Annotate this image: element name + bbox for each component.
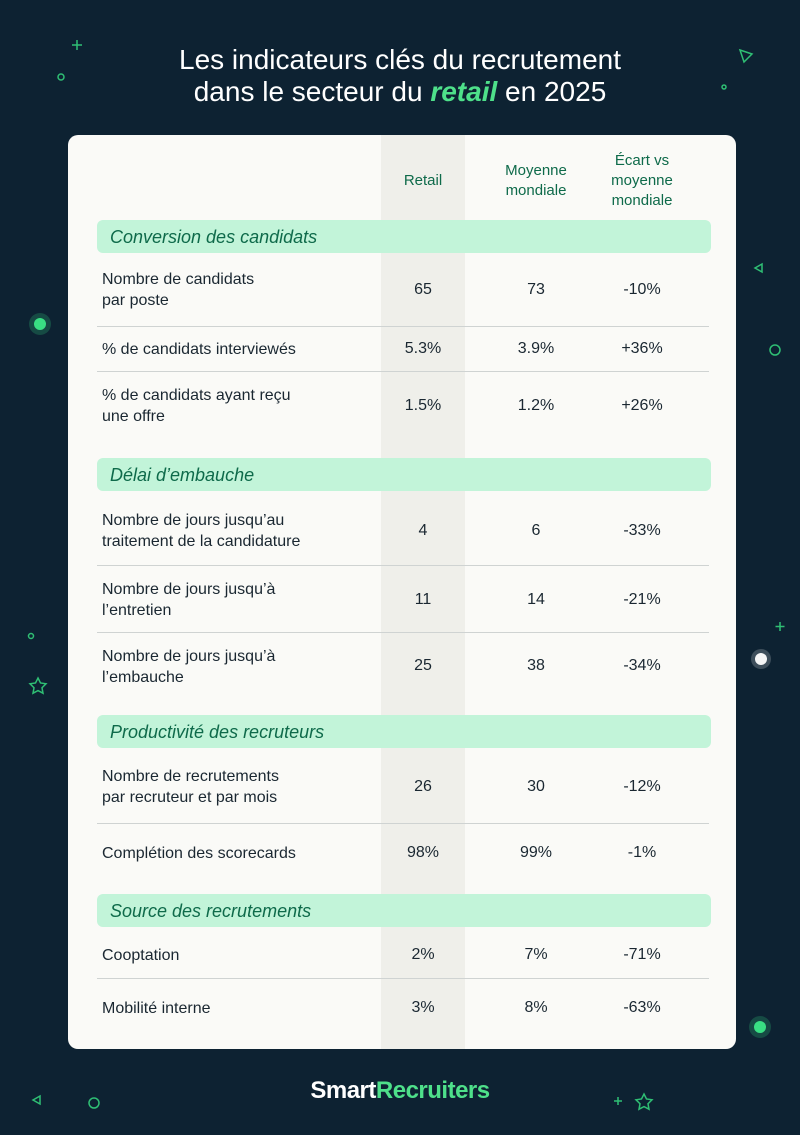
table-row bbox=[68, 327, 736, 371]
section-title: Productivité des recruteurs bbox=[110, 722, 325, 742]
title-line-2 bbox=[0, 76, 800, 108]
row-label: Cooptation bbox=[102, 947, 180, 964]
retail-value: 11 bbox=[414, 591, 432, 608]
column-header-gap-line3: mondiale bbox=[611, 192, 673, 209]
gap-value: -10% bbox=[623, 281, 661, 298]
retail-value: 1.5% bbox=[404, 397, 442, 414]
title-line-2-suffix: en 2025 bbox=[505, 76, 607, 107]
column-header-gap bbox=[596, 151, 688, 211]
global-value: 3.9% bbox=[517, 340, 555, 357]
table-row bbox=[68, 979, 736, 1037]
logo-part-1: Smart bbox=[310, 1077, 376, 1104]
title-line-2-accent: retail bbox=[430, 76, 498, 107]
gap-value: -12% bbox=[623, 778, 661, 795]
retail-value: 65 bbox=[414, 281, 432, 298]
row-label: Mobilité interne bbox=[102, 1000, 211, 1017]
retail-value: 2% bbox=[411, 946, 435, 963]
section-header bbox=[97, 220, 711, 253]
gap-value: -63% bbox=[623, 999, 661, 1016]
page-title bbox=[0, 44, 800, 108]
row-label: Nombre de jours jusqu’à l’embauche bbox=[102, 648, 276, 686]
title-line-2-prefix: dans le secteur du bbox=[193, 76, 423, 107]
table-row bbox=[68, 566, 736, 632]
global-value: 99% bbox=[519, 844, 553, 861]
smartrecruiters-logo bbox=[0, 1077, 800, 1105]
global-value: 38 bbox=[527, 657, 545, 674]
global-value: 7% bbox=[524, 946, 548, 963]
global-value: 8% bbox=[524, 999, 548, 1016]
gap-value: +26% bbox=[621, 397, 663, 414]
row-label: Nombre de jours jusqu’au traitement de la candidature bbox=[102, 512, 301, 550]
table-row bbox=[68, 824, 736, 882]
table-row bbox=[68, 497, 736, 565]
table-row bbox=[68, 372, 736, 442]
column-header-gap-line2: moyenne bbox=[611, 172, 673, 189]
global-value: 30 bbox=[527, 778, 545, 795]
gap-value: -1% bbox=[627, 844, 657, 861]
table-row bbox=[68, 633, 736, 703]
retail-value: 26 bbox=[414, 778, 432, 795]
column-header-retail: Retail bbox=[403, 172, 443, 189]
global-value: 1.2% bbox=[517, 397, 555, 414]
retail-value: 4 bbox=[418, 522, 428, 539]
gap-value: +36% bbox=[621, 340, 663, 357]
logo-part-2: Recruiters bbox=[375, 1077, 490, 1104]
column-header-global-average bbox=[482, 161, 590, 201]
table-row bbox=[68, 754, 736, 823]
gap-value: -21% bbox=[623, 591, 661, 608]
row-label: Nombre de jours jusqu’à l’entretien bbox=[102, 581, 276, 619]
gap-value: -34% bbox=[623, 657, 661, 674]
title-line-1: Les indicateurs clés du recrutement bbox=[179, 44, 621, 75]
global-value: 6 bbox=[531, 522, 541, 539]
gap-value: -33% bbox=[623, 522, 661, 539]
section-title: Source des recrutements bbox=[110, 901, 312, 921]
row-label: Nombre de candidats par poste bbox=[102, 271, 255, 309]
row-label: Nombre de recrutements par recruteur et par mois bbox=[102, 768, 279, 806]
table-row bbox=[68, 932, 736, 978]
retail-value: 3% bbox=[411, 999, 435, 1016]
section-header bbox=[97, 894, 711, 927]
retail-value: 5.3% bbox=[404, 340, 442, 357]
global-value: 14 bbox=[527, 591, 545, 608]
global-value: 73 bbox=[527, 281, 545, 298]
metrics-card bbox=[68, 135, 736, 1049]
column-header-global-average-line1: Moyenne bbox=[505, 162, 567, 179]
section-header bbox=[97, 715, 711, 748]
retail-value: 98% bbox=[406, 844, 440, 861]
section-header bbox=[97, 458, 711, 491]
column-header-global-average-line2: mondiale bbox=[505, 182, 567, 199]
column-header-gap-line1: Écart vs bbox=[614, 152, 670, 169]
section-title: Conversion des candidats bbox=[110, 227, 318, 247]
gap-value: -71% bbox=[623, 946, 661, 963]
row-label: Complétion des scorecards bbox=[102, 845, 296, 862]
table-row bbox=[68, 256, 736, 326]
row-label: % de candidats ayant reçu une offre bbox=[102, 387, 291, 425]
section-title: Délai d’embauche bbox=[110, 465, 255, 485]
retail-value: 25 bbox=[414, 657, 432, 674]
row-label: % de candidats interviewés bbox=[102, 341, 296, 358]
